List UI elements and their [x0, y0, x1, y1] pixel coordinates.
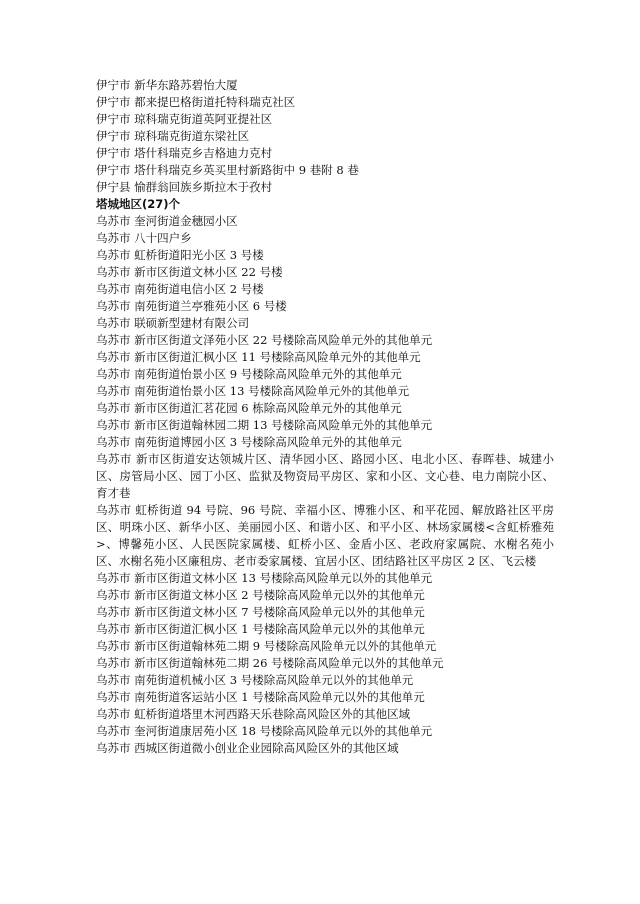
list-item: 伊宁市 塔什科瑞克乡吉格迪力克村 — [96, 146, 273, 160]
list-item: 乌苏市 南苑街道博园小区 3 号楼除高风险单元外的其他单元 — [96, 435, 402, 449]
long-paragraph-2: 乌苏市 虹桥街道 94 号院、96 号院、幸福小区、博雅小区、和平花园、解放路社区平房区、明珠小区、新华小区、美丽园小区、和谐小区、和平小区、林场家属楼<含虹桥雅苑>、博馨苑小区、人民医院家属楼、虹桥小区、金盾小区、老政府家属院、水榭名苑小区、水榭名苑小区廉租房、老市委家属楼、宜居小区、团结路社区平房区 2 区、飞云楼 — [96, 503, 554, 568]
section-heading: 塔城地区(27)个 — [96, 197, 181, 211]
list-item: 伊宁市 塔什科瑞克乡英买里村新路街中 9 巷附 8 巷 — [96, 163, 359, 177]
list-item: 乌苏市 南苑街道客运站小区 1 号楼除高风险单元以外的其他单元 — [96, 690, 425, 704]
list-item: 乌苏市 新市区街道汇枫小区 1 号楼除高风险单元以外的其他单元 — [96, 622, 425, 636]
list-item: 乌苏市 虹桥街道阳光小区 3 号楼 — [96, 248, 264, 262]
list-item: 乌苏市 奎河街道金穗园小区 — [96, 214, 238, 228]
bottom-list — [96, 570, 554, 757]
list-item: 乌苏市 南苑街道怡景小区 9 号楼除高风险单元外的其他单元 — [96, 367, 402, 381]
document-page — [96, 77, 554, 757]
list-item: 乌苏市 新市区街道汇枫小区 11 号楼除高风险单元外的其他单元 — [96, 350, 421, 364]
section-list — [96, 213, 554, 451]
list-item: 乌苏市 西城区街道微小创业企业园除高风险区外的其他区域 — [96, 741, 399, 755]
list-item: 乌苏市 联硕新型建材有限公司 — [96, 316, 250, 330]
list-item: 伊宁市 新华东路苏碧怡大厦 — [96, 78, 238, 92]
list-item: 乌苏市 新市区街道翰林苑二期 9 号楼除高风险单元以外的其他单元 — [96, 639, 437, 653]
list-item: 乌苏市 虹桥街道塔里木河西路天乐巷除高风险区外的其他区域 — [96, 707, 411, 721]
list-item: 乌苏市 新市区街道文林小区 22 号楼 — [96, 265, 283, 279]
list-item: 伊宁市 都来提巴格街道托特科瑞克社区 — [96, 95, 296, 109]
list-item: 乌苏市 新市区街道汇茗花园 6 栋除高风险单元外的其他单元 — [96, 401, 402, 415]
list-item: 乌苏市 新市区街道翰林苑二期 26 号楼除高风险单元以外的其他单元 — [96, 656, 444, 670]
list-item: 乌苏市 南苑街道电信小区 2 号楼 — [96, 282, 264, 296]
list-item: 伊宁市 琼科瑞克街道东梁社区 — [96, 129, 250, 143]
list-item: 乌苏市 南苑街道怡景小区 13 号楼除高风险单元外的其他单元 — [96, 384, 410, 398]
top-list — [96, 77, 554, 196]
list-item: 乌苏市 奎河街道康居苑小区 18 号楼除高风险单元以外的其他单元 — [96, 724, 433, 738]
list-item: 乌苏市 八十四户乡 — [96, 231, 192, 245]
list-item: 乌苏市 新市区街道翰林园二期 13 号楼除高风险单元外的其他单元 — [96, 418, 433, 432]
list-item: 乌苏市 南苑街道机械小区 3 号楼除高风险单元以外的其他单元 — [96, 673, 414, 687]
list-item: 乌苏市 南苑街道兰亭雅苑小区 6 号楼 — [96, 299, 287, 313]
list-item: 乌苏市 新市区街道文泽苑小区 22 号楼除高风险单元外的其他单元 — [96, 333, 433, 347]
list-item: 乌苏市 新市区街道文林小区 7 号楼除高风险单元以外的其他单元 — [96, 605, 425, 619]
list-item: 乌苏市 新市区街道文林小区 13 号楼除高风险单元以外的其他单元 — [96, 571, 433, 585]
long-paragraph-1: 乌苏市 新市区街道安达领城片区、清华园小区、路园小区、电北小区、春晖巷、城建小区、房管局小区、园丁小区、监狱及物资局平房区、家和小区、文心巷、电力南院小区、育才巷 — [96, 452, 554, 500]
list-item: 伊宁市 琼科瑞克街道英阿亚提社区 — [96, 112, 273, 126]
list-item: 乌苏市 新市区街道文林小区 2 号楼除高风险单元以外的其他单元 — [96, 588, 425, 602]
list-item: 伊宁县 愉群翁回族乡斯拉木于孜村 — [96, 180, 273, 194]
